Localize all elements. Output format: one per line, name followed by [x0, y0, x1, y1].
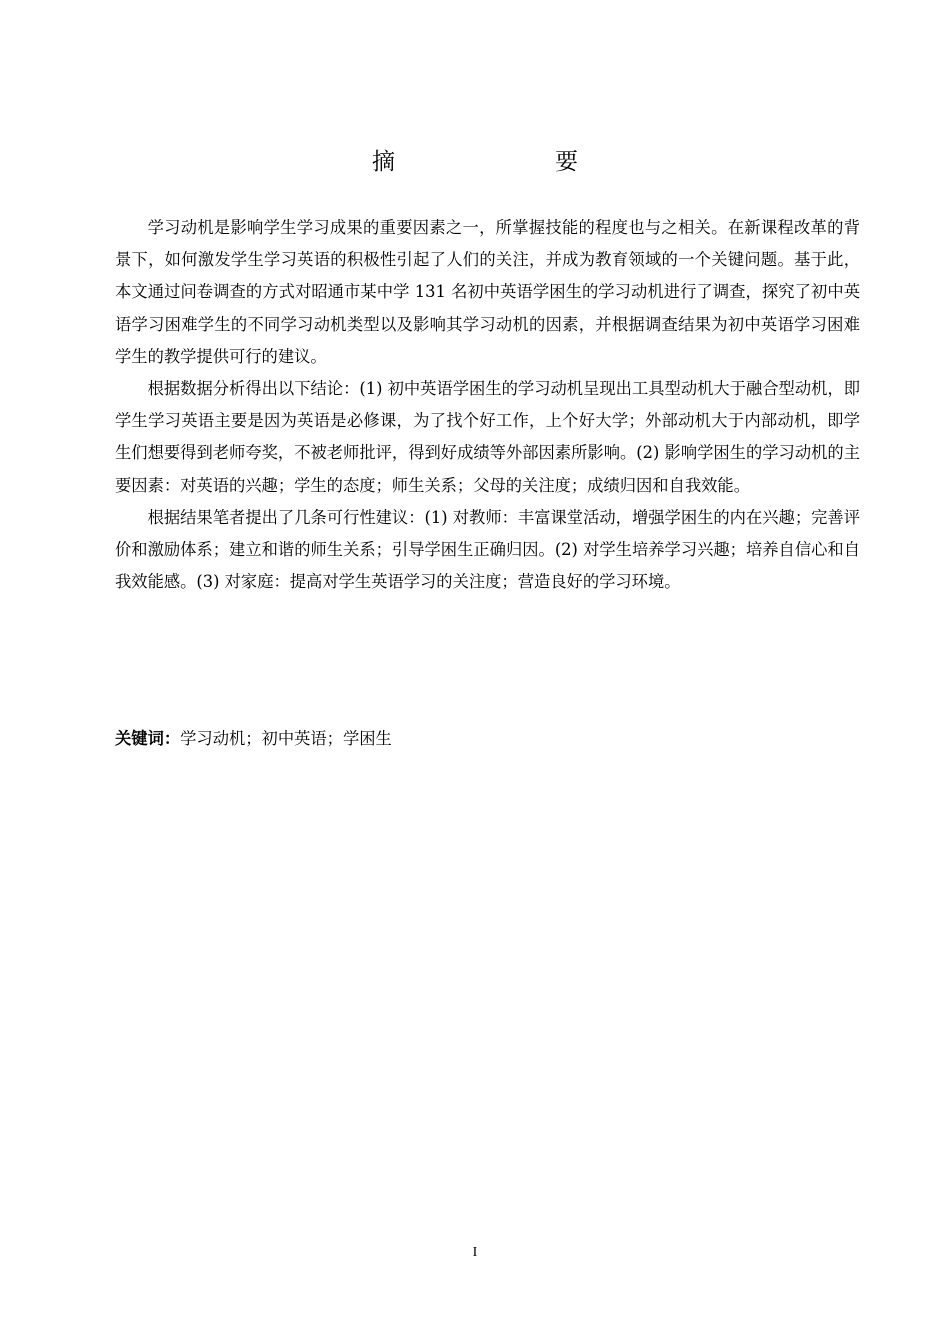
keywords-value: 学习动机；初中英语；学困生 [180, 729, 392, 748]
abstract-body [115, 212, 860, 598]
abstract-title: 摘 要 [372, 149, 616, 175]
abstract-paragraph-3: 根据结果笔者提出了几条可行性建议：(1) 对教师：丰富课堂活动，增强学困生的内在兴趣；完善评价和激励体系；建立和谐的师生关系；引导学困生正确归因。(2) 对学生培养学习兴趣；培养自信心和自我效能感。(3) 对家庭：提高对学生英语学习的关注度；营造良好的学习环境。 [115, 507, 860, 592]
keywords-label: 关键词： [115, 729, 181, 748]
keywords-line [115, 725, 860, 753]
abstract-paragraph-2: 根据数据分析得出以下结论：(1) 初中英语学困生的学习动机呈现出工具型动机大于融合型动机，即学生学习英语主要是因为英语是必修课，为了找个好工作，上个好大学；外部动机大于内部动机，即学生们想要得到老师夸奖，不被老师批评，得到好成绩等外部因素所影响。(2) 影响学困生的学习动机的主要因素：对英语的兴趣；学生的态度；师生关系；父母的关注度；成绩归因和自我效能。 [115, 379, 860, 495]
abstract-paragraph-1: 学习动机是影响学生学习成果的重要因素之一，所掌握技能的程度也与之相关。在新课程改革的背景下，如何激发学生学习英语的积极性引起了人们的关注，并成为教育领域的一个关键问题。基于此，本文通过问卷调查的方式对昭通市某中学 131 名初中英语学困生的学习动机进行了调查，探究了初中英语学习困难学生的不同学习动机类型以及影响其学习动机的因素，并根据调查结果为初中英语学习困难学生的教学提供可行的建议。 [115, 218, 860, 366]
page-number: I [472, 1245, 478, 1260]
